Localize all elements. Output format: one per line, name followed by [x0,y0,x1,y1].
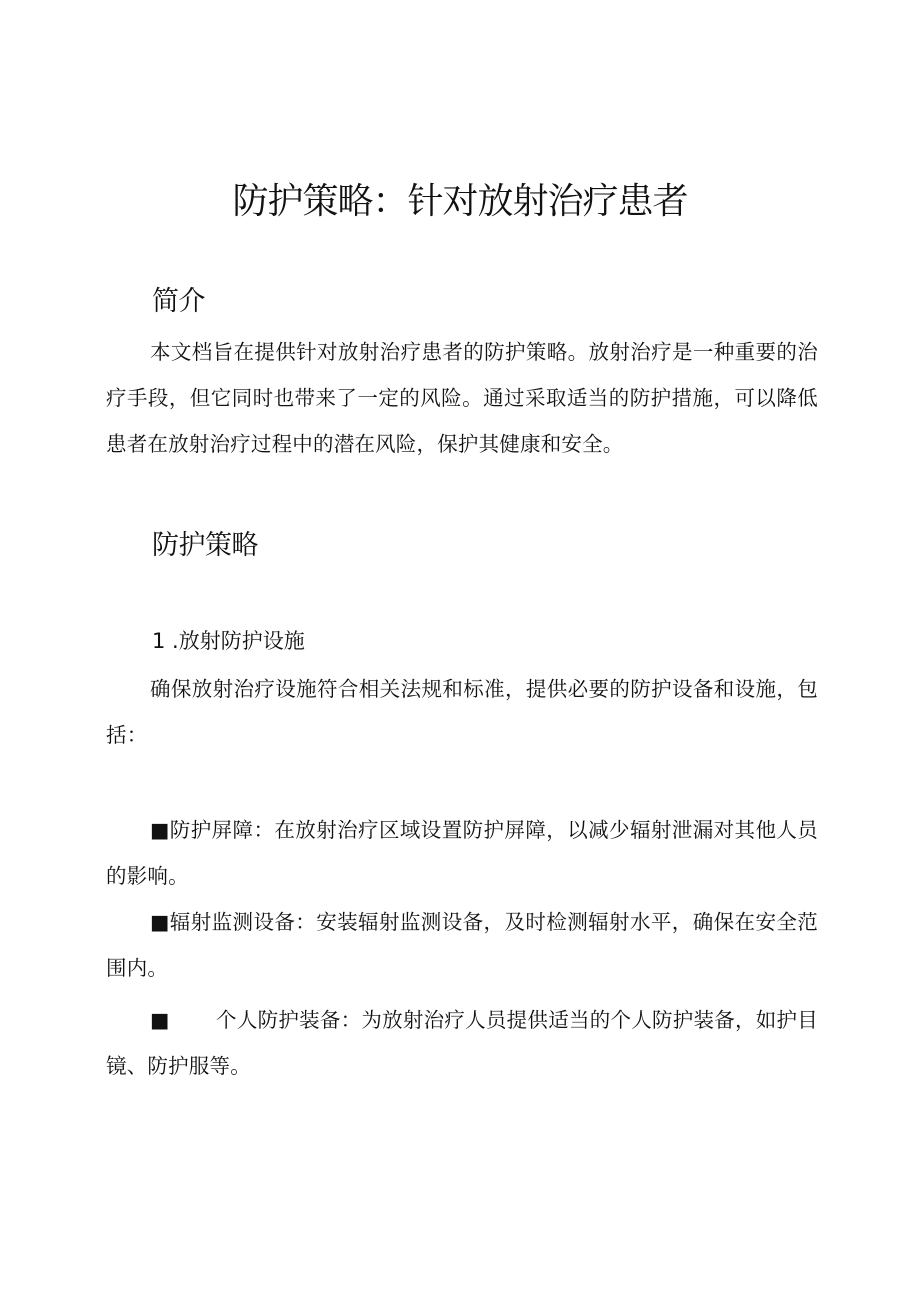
subsection-heading: 1 .放射防护设施 [152,629,305,653]
bullet-text: 辐射监测设备：安装辐射监测设备，及时检测辐射水平，确保在安全范围内。 [106,910,818,980]
strategy-heading: 防护策略 [152,530,258,561]
square-bullet-icon: ■ [150,910,170,934]
subsection-paragraph: 确保放射治疗设施符合相关法规和标准，提供必要的防护设备和设施，包括： [106,677,818,747]
bullet-item [106,807,818,899]
bullet-item [106,997,818,1089]
document-title: 防护策略：针对放射治疗患者 [232,181,688,222]
bullet-text: 防护屏障：在放射治疗区域设置防护屏障，以减少辐射泄漏对其他人员的影响。 [106,818,818,888]
square-bullet-icon: ■ [150,1008,170,1032]
bullet-text: 个人防护装备：为放射治疗人员提供适当的个人防护装备，如护目镜、防护服等。 [106,1008,818,1078]
intro-paragraph: 本文档旨在提供针对放射治疗患者的防护策略。放射治疗是一种重要的治疗手段，但它同时也带来了一定的风险。通过采取适当的防护措施，可以降低患者在放射治疗过程中的潜在风险，保护其健康和安全。 [106,340,818,456]
bullet-item [106,899,818,991]
intro-heading: 简介 [152,286,205,317]
square-bullet-icon: ■ [150,818,170,842]
